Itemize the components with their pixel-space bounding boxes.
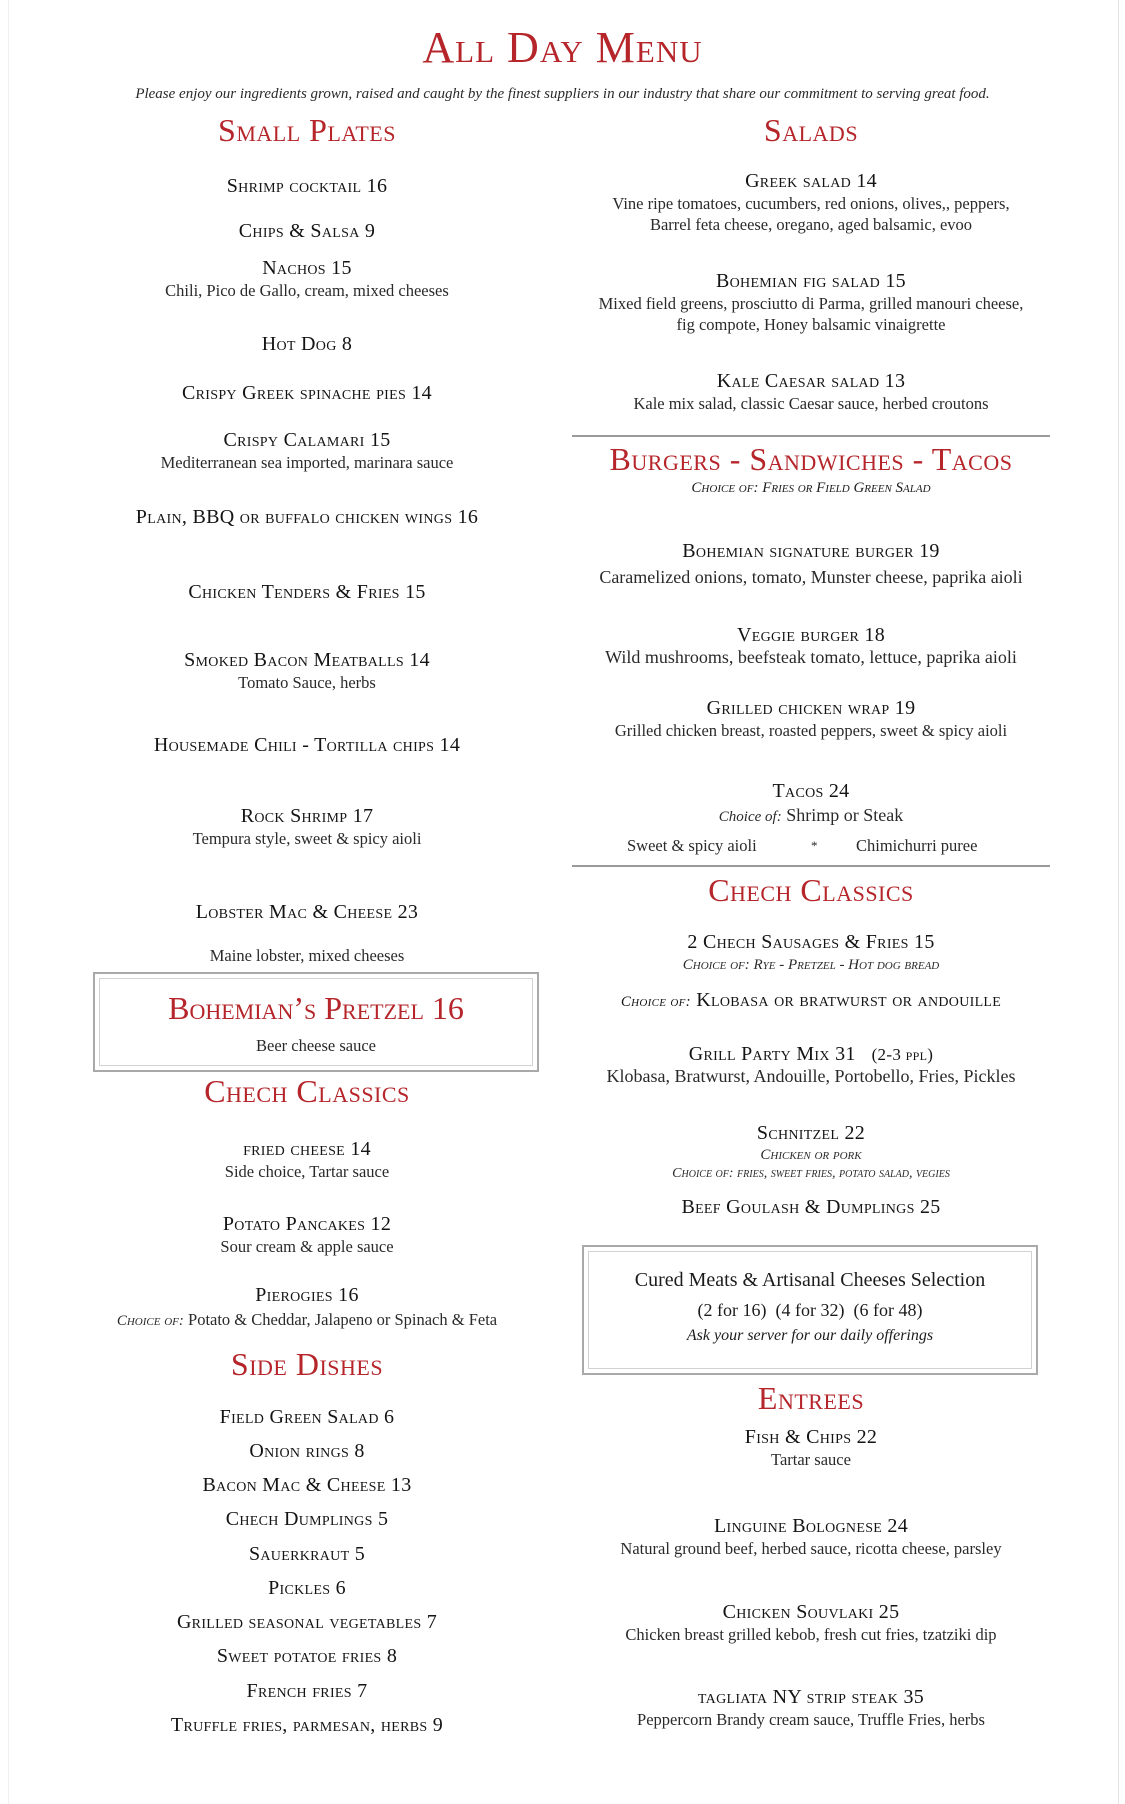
item-description: Caramelized onions, tomato, Munster cheese, paprika aioli: [599, 567, 1023, 587]
item-name: Grilled seasonal vegetables 7: [176, 1611, 438, 1633]
item-description: Wild mushrooms, beefsteak tomato, lettuce, paprika aioli: [605, 647, 1017, 667]
item-description: Maine lobster, mixed cheeses: [209, 946, 405, 965]
side-dish-item: [80, 1611, 534, 1634]
menu-item: [66, 1284, 548, 1332]
item-description: Side choice, Tartar sauce: [224, 1162, 390, 1181]
item-name: Pierogies 16: [255, 1284, 359, 1306]
item-name: Nachos 15: [262, 257, 352, 279]
small-plates-heading: Small Plates: [218, 112, 396, 148]
item-name: Grill Party Mix 31: [688, 1043, 856, 1065]
item-name: Field Green Salad 6: [219, 1406, 395, 1428]
item-name: Bacon Mac & Cheese 13: [202, 1474, 412, 1496]
item-name: Chicken Souvlaki 25: [722, 1601, 900, 1623]
item-name: Klobasa or bratwurst or andouille: [696, 989, 1002, 1011]
item-name: Linguine Bolognese 24: [713, 1515, 909, 1537]
item-description: Mediterranean sea imported, marinara sauce: [160, 453, 454, 472]
item-description: Tempura style, sweet & spicy aioli: [192, 829, 422, 848]
cured-prices: (2 for 16) (4 for 32) (6 for 48): [697, 1300, 923, 1320]
side-dish-item: [80, 1508, 534, 1531]
item-name: Pickles 6: [268, 1577, 346, 1599]
side-dish-item: [80, 1577, 534, 1600]
item-name: Tacos 24: [772, 780, 850, 802]
chech-classics-heading-right: Chech Classics: [708, 872, 914, 908]
side-dish-item: [80, 1440, 534, 1463]
item-subtext: Choice of: fries, sweet fries, potato salad, vegies: [672, 1166, 950, 1181]
side-dish-item: [80, 1645, 534, 1668]
item-name: Chips & Salsa 9: [238, 220, 376, 242]
item-name: tagliata NY strip steak 35: [697, 1686, 925, 1708]
item-description: Mixed field greens, prosciutto di Parma, grilled manouri cheese,: [598, 294, 1024, 313]
item-name: Housemade Chili - Tortilla chips 14: [153, 734, 461, 756]
menu-item: [80, 1213, 534, 1257]
item-description: Sour cream & apple sauce: [220, 1237, 394, 1256]
menu-item: [572, 1601, 1050, 1645]
item-description: Kale mix salad, classic Caesar sauce, herbed croutons: [633, 394, 989, 413]
item-description: fig compote, Honey balsamic vinaigrette: [676, 315, 946, 334]
menu-item: [572, 1426, 1050, 1470]
item-description: Potato & Cheddar, Jalapeno or Spinach & Feta: [188, 1310, 498, 1329]
item-description: Chili, Pico de Gallo, cream, mixed cheeses: [165, 281, 449, 300]
choice-label: Choice of:: [718, 809, 782, 825]
side-dishes-heading: Side Dishes: [230, 1346, 384, 1382]
menu-intro: Please enjoy our ingredients grown, raised and caught by the finest suppliers in our industry that share our commitment to serving great food.: [135, 86, 990, 102]
side-dish-item: [80, 1543, 534, 1566]
pretzel-name: Bohemian’s Pretzel 16: [168, 990, 464, 1026]
taco-option: Chimichurri puree: [856, 836, 978, 855]
item-name: Hot Dog 8: [261, 333, 353, 355]
item-name: Schnitzel 22: [756, 1122, 866, 1144]
right-column-lower: [572, 0, 1050, 1804]
item-name: Shrimp cocktail 16: [226, 175, 388, 197]
salads-heading: Salads: [763, 112, 859, 148]
pretzel-description: Beer cheese sauce: [255, 1036, 376, 1055]
item-name: Veggie burger 18: [736, 624, 885, 646]
menu-item: [572, 1515, 1050, 1559]
item-name: Sweet potatoe fries 8: [216, 1645, 398, 1667]
item-description: Peppercorn Brandy cream sauce, Truffle Fries, herbs: [637, 1710, 985, 1729]
item-name: Chech Dumplings 5: [225, 1508, 389, 1530]
menu-item: [80, 1138, 534, 1182]
item-name: Fish & Chips 22: [744, 1426, 878, 1448]
entrees-heading: Entrees: [757, 1380, 865, 1416]
item-description: Chicken breast grilled kebob, fresh cut fries, tzatziki dip: [625, 1625, 997, 1644]
item-name: Potato Pancakes 12: [222, 1213, 392, 1235]
item-name: Truffle fries, parmesan, herbs 9: [170, 1714, 444, 1736]
item-description: Barrel feta cheese, oregano, aged balsamic, evoo: [649, 215, 973, 234]
side-dish-item: [80, 1406, 534, 1429]
item-name: Bohemian signature burger 19: [682, 540, 940, 562]
left-column-lower: [80, 0, 534, 1804]
item-name: fried cheese 14: [243, 1138, 371, 1160]
item-name: Chicken Tenders & Fries 15: [188, 581, 426, 603]
tacos-choice: Shrimp or Steak: [786, 805, 904, 825]
item-description: Klobasa, Bratwurst, Andouille, Portobello, Fries, Pickles: [606, 1066, 1016, 1086]
item-ppl: (2-3 ppl): [871, 1045, 934, 1064]
item-name: Smoked Bacon Meatballs 14: [184, 649, 430, 671]
side-dish-item: [80, 1474, 534, 1497]
item-subtext: Choice of: Rye - Pretzel - Hot dog bread: [682, 957, 940, 973]
item-name: 2 Chech Sausages & Fries 15: [687, 931, 935, 953]
chech-classics-heading-left: Chech Classics: [204, 1073, 410, 1109]
menu-title: All Day Menu: [422, 23, 703, 72]
burgers-subheading: Choice of: Fries or Field Green Salad: [691, 480, 931, 496]
item-name: Rock Shrimp 17: [240, 805, 374, 827]
item-name: Beef Goulash & Dumplings 25: [681, 1196, 941, 1218]
cured-note: Ask your server for our daily offerings: [686, 1327, 934, 1344]
taco-separator: *: [811, 838, 818, 853]
item-description: Tartar sauce: [771, 1450, 851, 1469]
item-description: Tomato Sauce, herbs: [238, 673, 376, 692]
side-dish-item: [80, 1680, 534, 1703]
item-name: Grilled chicken wrap 19: [706, 697, 916, 719]
item-subtext: Chicken or pork: [760, 1147, 862, 1163]
item-name: Sauerkraut 5: [248, 1543, 366, 1565]
item-description: Grilled chicken breast, roasted peppers, sweet & spicy aioli: [614, 721, 1008, 740]
item-name: Lobster Mac & Cheese 23: [195, 901, 419, 923]
item-name: Plain, BBQ or buffalo chicken wings 16: [135, 506, 479, 528]
item-description: Vine ripe tomatoes, cucumbers, red onions, olives,, peppers,: [612, 194, 1010, 213]
item-name: Kale Caesar salad 13: [716, 370, 906, 392]
cured-title: Cured Meats & Artisanal Cheeses Selection: [634, 1269, 986, 1291]
item-name: Onion rings 8: [249, 1440, 365, 1462]
item-name: Greek salad 14: [745, 170, 877, 192]
side-dish-item: [80, 1714, 534, 1737]
item-description: Natural ground beef, herbed sauce, ricotta cheese, parsley: [620, 1539, 1002, 1558]
burgers-heading: Burgers - Sandwiches - Tacos: [609, 441, 1013, 477]
item-name: Crispy Calamari 15: [223, 429, 391, 451]
menu-item: [572, 1686, 1050, 1730]
taco-option: Sweet & spicy aioli: [627, 836, 757, 855]
item-name: Crispy Greek spinache pies 14: [182, 382, 432, 404]
item-name: French fries 7: [246, 1680, 368, 1702]
choice-label: Choice of:: [116, 1313, 184, 1329]
choice-label: Choice of:: [620, 994, 691, 1010]
item-name: Bohemian fig salad 15: [716, 270, 906, 292]
